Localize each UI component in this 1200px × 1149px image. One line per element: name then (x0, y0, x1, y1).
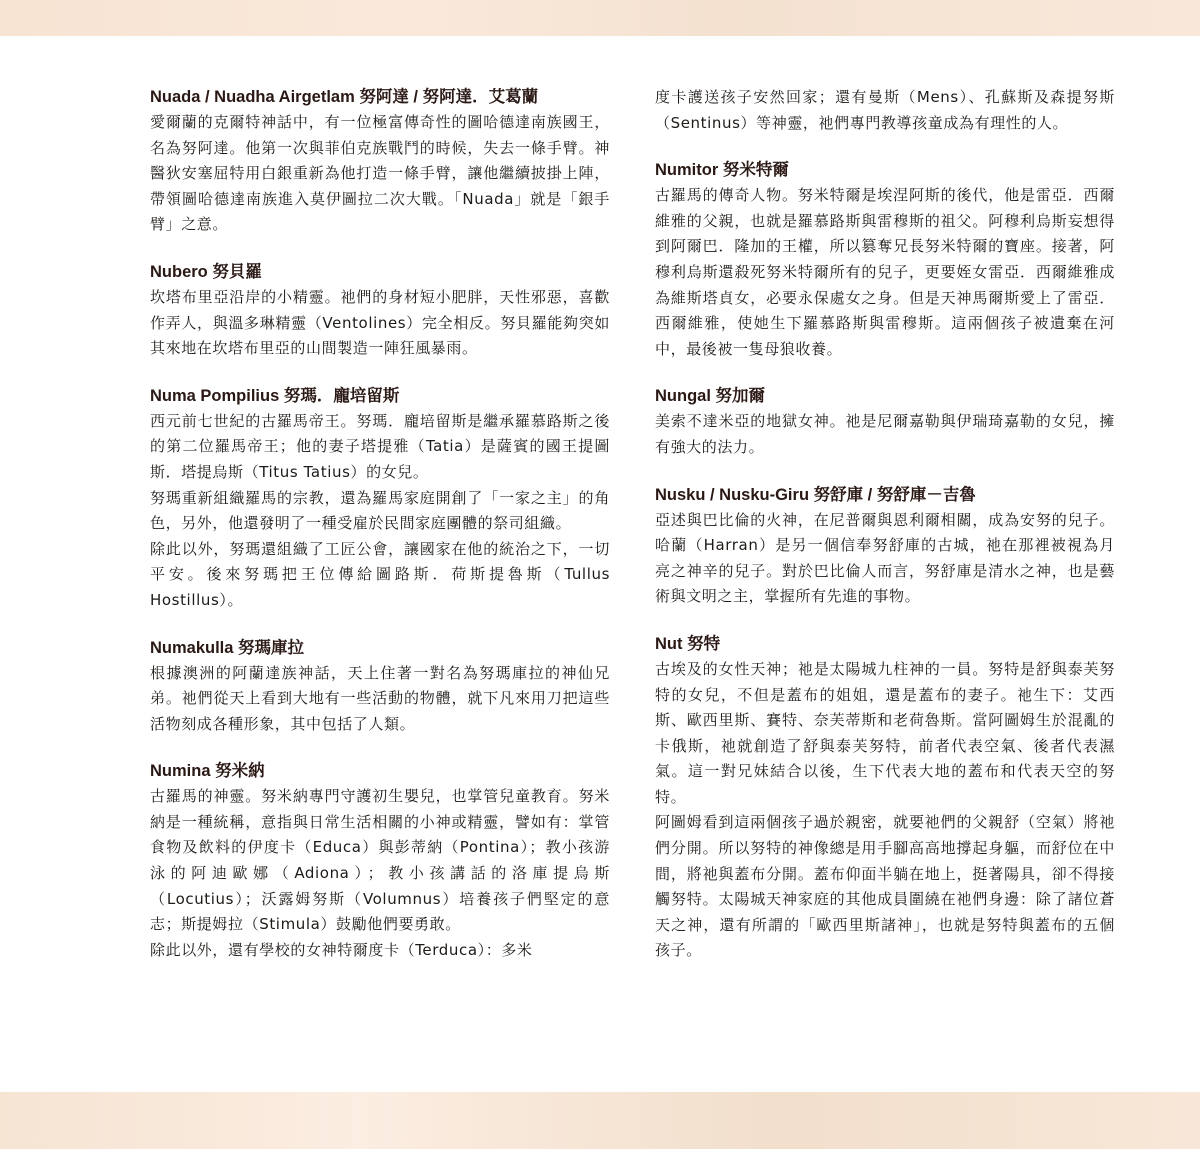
entry-numina (150, 759, 610, 963)
entry-body (655, 183, 1115, 362)
entry-title: Nusku / Nusku-Giru 努舒庫 / 努舒庫－吉魯 (655, 485, 976, 504)
entry-numina-continued (655, 85, 1115, 136)
entry-paragraph: 古羅馬的傳奇人物。努米特爾是埃涅阿斯的後代，他是雷亞．西爾維雅的父親，也就是羅慕路斯與雷穆斯的祖父。阿穆利烏斯妄想得到阿爾巴．隆加的王權，所以篡奪兄長努米特爾的寶座。接著，阿穆利烏斯還殺死努米特爾所有的兒子，更要姪女雷亞．西爾維雅成為維斯塔貞女，必要永保處女之身。但是天神馬爾斯愛上了雷亞．西爾維雅，使她生下羅慕路斯與雷穆斯。這兩個孩子被遺棄在河中，最後被一隻母狼收養。 (655, 186, 1115, 358)
entry-paragraph: 努瑪重新組織羅馬的宗教，還為羅馬家庭開創了「一家之主」的角色，另外，他還發明了一種受雇於民間家庭團體的祭司組織。 (150, 488, 610, 533)
entry-numa-pompilius (150, 384, 610, 614)
entry-paragraph: 西元前七世紀的古羅馬帝王。努瑪．龐培留斯是繼承羅慕路斯之後的第二位羅馬帝王；他的妻子塔提雅（Tatia）是薩賓的國王提圖斯．塔提烏斯（Titus Tatius）的女兒。 (150, 411, 610, 481)
entry-paragraph: 除此以外，努瑪還組織了工匠公會，讓國家在他的統治之下，一切平安。後來努瑪把王位傳給圖路斯．荷斯提魯斯（Tullus Hostillus）。 (150, 539, 610, 609)
entry-body (655, 508, 1115, 610)
entry-nuada (150, 85, 610, 238)
entry-paragraph: 愛爾蘭的克爾特神話中，有一位極富傳奇性的圖哈德達南族國王，名為努阿達。他第一次與菲伯克族戰鬥的時候，失去一條手臂。神醫狄安塞屈特用白銀重新為他打造一條手臂，讓他繼續披掛上陣，帶領圖哈德達南族進入莫伊圖拉二次大戰。「Nuada」就是「銀手臂」之意。 (150, 113, 610, 234)
right-column (655, 85, 1115, 964)
entry-body (150, 110, 610, 238)
entry-body (150, 285, 610, 362)
entry-paragraph: 古羅馬的神靈。努米納專門守護初生嬰兒，也掌管兒童教育。努米納是一種統稱，意指與日常生活相關的小神或精靈，譬如有：掌管食物及飲料的伊度卡（Educa）與彭蒂納（Pontina）；教小孩游泳的阿迪歐娜（Adiona）；教小孩講話的洛庫提烏斯（Locutius）；沃露姆努斯（Volumnus）培養孩子們堅定的意志；斯提姆拉（Stimula）鼓勵他們要勇敢。 (150, 787, 610, 934)
entry-nut (655, 632, 1115, 964)
entry-body (150, 409, 610, 614)
entry-paragraph: 根據澳洲的阿蘭達族神話，天上住著一對名為努瑪庫拉的神仙兄弟。祂們從天上看到大地有一些活動的物體，就下凡來用刀把這些活物刻成各種形象，其中包括了人類。 (150, 663, 610, 733)
entry-paragraph: 坎塔布里亞沿岸的小精靈。祂們的身材短小肥胖，天性邪惡，喜歡作弄人，與溫多琳精靈（Ventolines）完全相反。努貝羅能夠突如其來地在坎塔布里亞的山間製造一陣狂風暴雨。 (150, 287, 610, 358)
entry-paragraph: 古埃及的女性天神；祂是太陽城九柱神的一員。努特是舒與泰芙努特的女兒，不但是蓋布的姐姐，還是蓋布的妻子。祂生下：艾西斯、歐西里斯、賽特、奈芙蒂斯和老荷魯斯。當阿圖姆生於混亂的卡俄斯，祂就創造了舒與泰芙努特，前者代表空氣、後者代表濕氣。這一對兄妹結合以後，生下代表大地的蓋布和代表天空的努特。 (655, 659, 1115, 806)
entry-paragraph: 阿圖姆看到這兩個孩子過於親密，就要祂們的父親舒（空氣）將祂們分開。所以努特的神像總是用手腳高高地撐起身軀，而舒位在中間，將祂與蓋布分開。蓋布仰面半躺在地上，挺著陽具，卻不得接觸努特。太陽城天神家庭的其他成員圍繞在祂們身邊：除了諸位蒼天之神，還有所謂的「歐西里斯諸神」，也就是努特與蓋布的五個孩子。 (655, 813, 1115, 960)
page-bottom-band (0, 1092, 1200, 1149)
entry-paragraph: 度卡護送孩子安然回家；還有曼斯（Mens）、孔蘇斯及森提努斯（Sentinus）等神靈，祂們專門教導孩童成為有理性的人。 (655, 88, 1115, 132)
entry-title: Nubero 努貝羅 (150, 262, 262, 281)
entry-nusku (655, 483, 1115, 610)
entry-title: Nungal 努加爾 (655, 387, 765, 406)
left-column (150, 85, 610, 963)
entry-title: Numakulla 努瑪庫拉 (150, 638, 305, 657)
entry-numakulla (150, 636, 610, 738)
entry-body (655, 409, 1115, 460)
entry-body (655, 85, 1115, 136)
entry-paragraph: 除此以外，還有學校的女神特爾度卡（Terduca）：多米 (150, 940, 533, 959)
entry-body (150, 661, 610, 738)
entry-title: Numa Pompilius 努瑪．龐培留斯 (150, 386, 400, 405)
entry-body (150, 784, 610, 963)
entry-title: Numina 努米納 (150, 762, 265, 781)
entry-numitor (655, 158, 1115, 362)
entry-paragraph: 美索不達米亞的地獄女神。祂是尼爾嘉勒與伊瑞琦嘉勒的女兒，擁有強大的法力。 (655, 412, 1115, 456)
entry-title: Nuada / Nuadha Airgetlam 努阿達 / 努阿達．艾葛蘭 (150, 88, 539, 106)
entry-title: Nut 努特 (655, 634, 721, 653)
entry-nungal (655, 384, 1115, 460)
entry-nubero (150, 260, 610, 362)
entry-body (655, 657, 1115, 964)
entry-paragraph: 亞述與巴比倫的火神，在尼普爾與恩利爾相關，成為安努的兒子。哈蘭（Harran）是另一個信奉努舒庫的古城，祂在那裡被視為月亮之神辛的兒子。對於巴比倫人而言，努舒庫是清水之神，也是藝術與文明之主，掌握所有先進的事物。 (655, 510, 1115, 606)
entry-title: Numitor 努米特爾 (655, 161, 789, 180)
page-top-band (0, 0, 1200, 36)
